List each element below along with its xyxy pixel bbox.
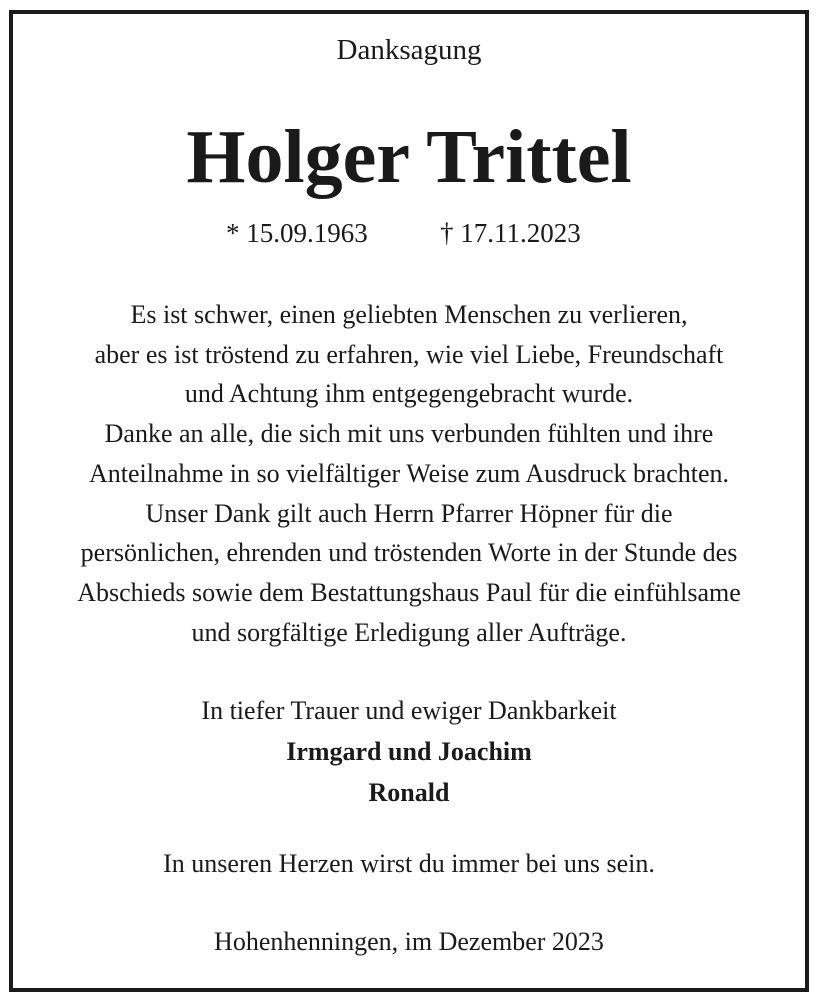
death-date: † 17.11.2023: [440, 218, 581, 248]
closing-block: [0, 690, 818, 813]
signer-name: Irmgard und Joachim: [286, 737, 532, 766]
deceased-name: Holger Trittel: [186, 115, 632, 199]
notice-heading: Danksagung: [336, 34, 482, 66]
text-line: und sorgfältige Erledigung aller Aufträge.: [191, 617, 627, 647]
signer-name: Ronald: [368, 778, 450, 807]
text-line: und Achtung ihm entgegengebracht wurde.: [184, 379, 634, 409]
motto: In unseren Herzen wirst du immer bei uns sein.: [163, 849, 655, 878]
text-line: Danke an alle, die sich mit uns verbunden fühlten und ihre: [104, 419, 714, 449]
thanks-text: [20, 295, 798, 652]
text-line: Es ist schwer, einen geliebten Menschen zu verlieren,: [130, 300, 688, 329]
text-line: aber es ist tröstend zu erfahren, wie viel Liebe, Freundschaft: [94, 339, 724, 369]
birth-date: * 15.09.1963: [226, 218, 368, 248]
text-line: Unser Dank gilt auch Herrn Pfarrer Höpner für die: [145, 498, 673, 528]
text-line: Anteilnahme in so vielfältiger Weise zum Ausdruck brachten.: [88, 458, 730, 488]
place-and-date: Hohenhenningen, im Dezember 2023: [214, 927, 604, 956]
text-line: Abschieds sowie dem Bestattungshaus Paul für die einfühlsame: [77, 577, 741, 607]
text-line: persönlichen, ehrenden und tröstenden Worte in der Stunde des: [80, 538, 738, 568]
closing-intro: In tiefer Trauer und ewiger Dankbarkeit: [201, 696, 617, 725]
